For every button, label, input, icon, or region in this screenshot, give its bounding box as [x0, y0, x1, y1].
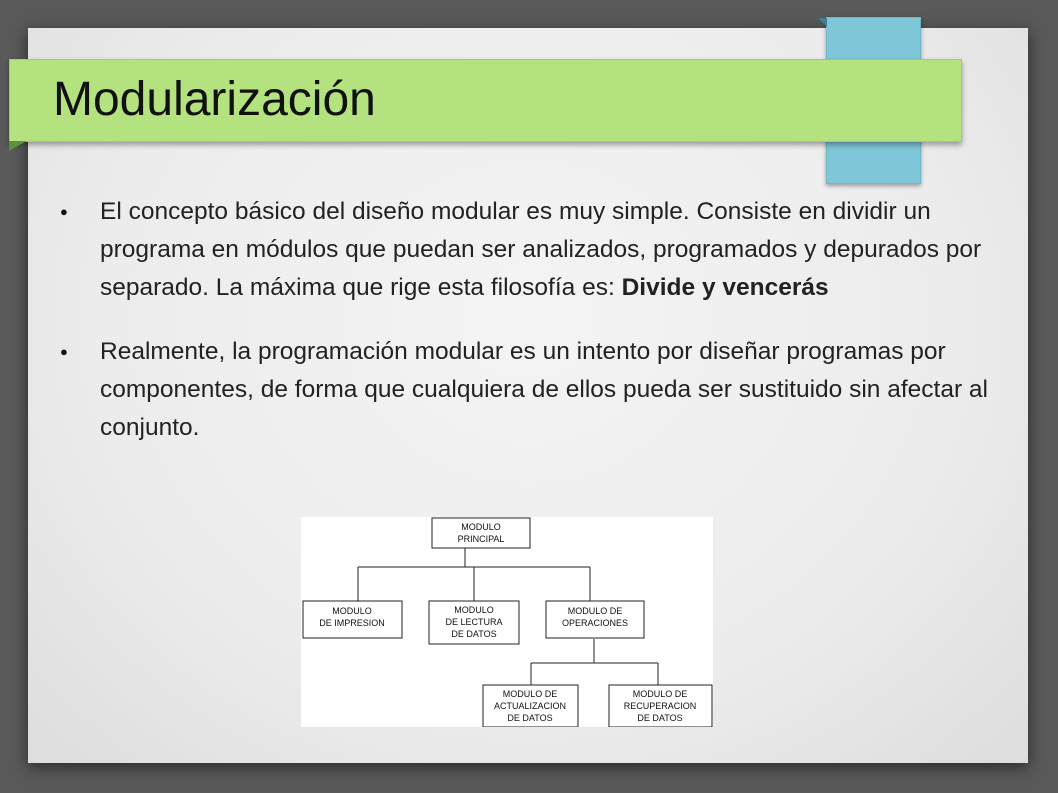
bullet-dot-icon: ●: [60, 204, 68, 219]
module-hierarchy-diagram: [301, 517, 713, 727]
node-label: MODULO: [461, 522, 501, 532]
node-label: DE DATOS: [451, 629, 497, 639]
node-label: DE LECTURA: [445, 617, 503, 627]
node-label: RECUPERACION: [623, 701, 697, 711]
node-label: OPERACIONES: [561, 618, 629, 628]
node-label: MODULO DE: [567, 606, 623, 616]
node-label: MODULO: [454, 605, 494, 615]
node-label: DE DATOS: [637, 713, 683, 723]
slide-title: Modularización: [53, 73, 376, 126]
node-label: MODULO DE: [502, 689, 558, 699]
node-label: MODULO: [332, 606, 372, 616]
bullet-text: Realmente, la programación modular es un intento por diseñar programas por componentes, de forma que cualquiera de ellos pueda ser sustituido sin afectar al conjunto.: [100, 338, 988, 441]
bullet-emphasis: Divide y vencerás: [621, 274, 829, 301]
bullet-item: [60, 193, 1000, 307]
bullet-text: El concepto básico del diseño modular es muy simple. Consiste en dividir un programa en módulos que puedan ser analizados, programados y depurados por separado. La máxima que rige esta filosofía es:: [100, 198, 982, 301]
node-label: ACTUALIZACION: [493, 701, 567, 711]
node-label: PRINCIPAL: [457, 534, 505, 544]
node-label: DE IMPRESION: [319, 618, 385, 628]
bullet-item: [60, 333, 1000, 447]
bullet-dot-icon: ●: [60, 344, 68, 359]
node-label: MODULO DE: [632, 689, 688, 699]
node-label: DE DATOS: [507, 713, 553, 723]
bullet-list: [60, 193, 1000, 473]
diagram-svg: [301, 517, 713, 727]
